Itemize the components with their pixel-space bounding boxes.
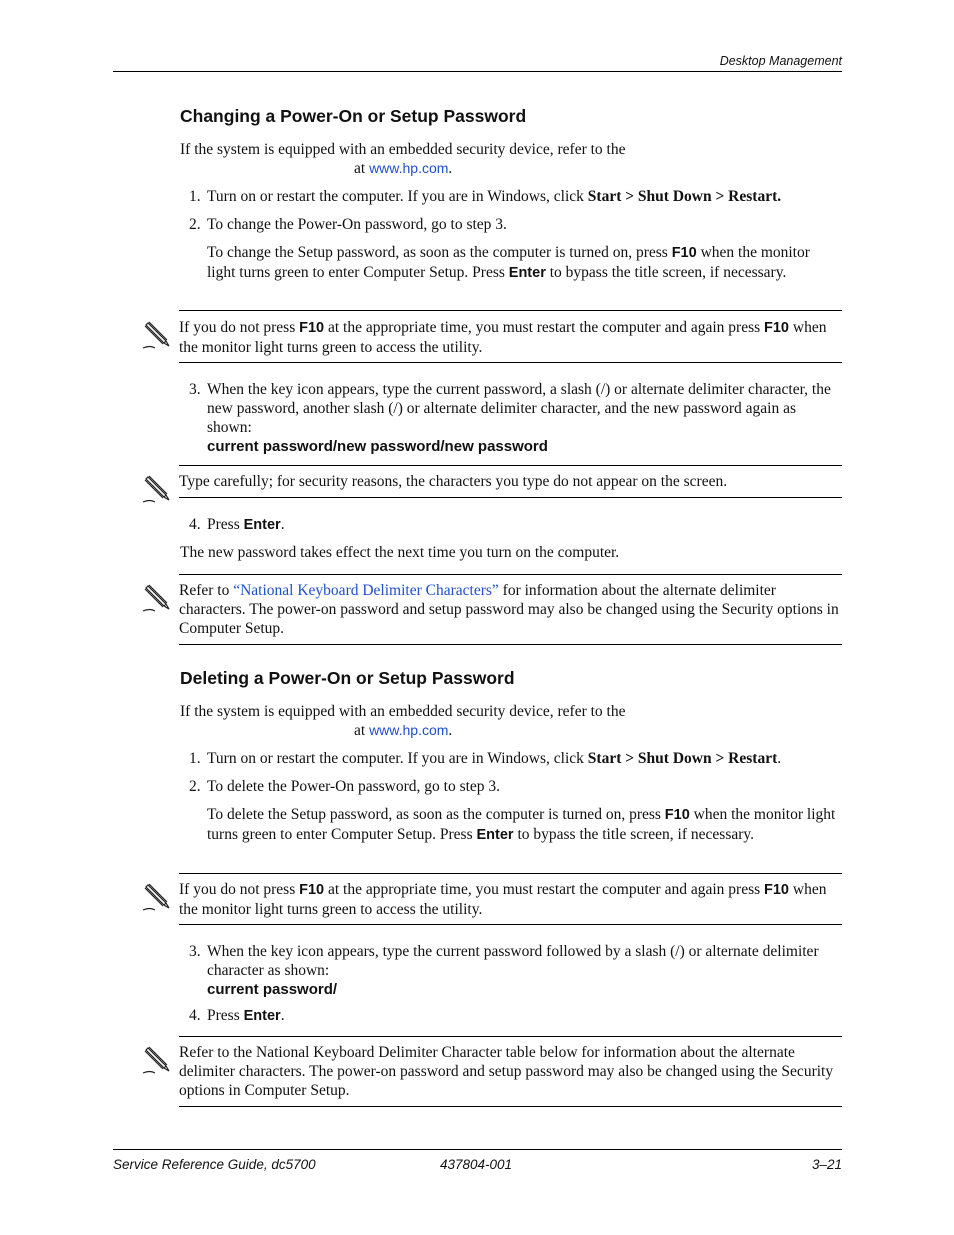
key-f10: F10 [764, 320, 790, 336]
key-enter: Enter [243, 517, 281, 533]
note-rule [179, 1106, 842, 1107]
delimiter-characters-link[interactable]: “National Keyboard Delimiter Characters” [233, 582, 499, 599]
key-enter: Enter [243, 1008, 281, 1024]
deleting-hp-link[interactable]: www.hp.com [369, 722, 449, 738]
key-f10: F10 [764, 882, 790, 898]
note-rule [179, 497, 842, 498]
note-rule [179, 465, 842, 466]
note-rule [179, 924, 842, 925]
note-rule [179, 644, 842, 645]
changing-hp-link[interactable]: www.hp.com [369, 160, 449, 176]
note-rule [179, 362, 842, 363]
password-format: current password/ [207, 981, 338, 998]
changing-note-f10: If you do not press F10 at the appropriate time, you must restart the computer and again press F10 when the monitor light turns green to access the utility. [179, 319, 827, 356]
changing-note-delimiter: Refer to “National Keyboard Delimiter Characters” for information about the alternate delimiter characters. The power-on password and setup password may also be changed using the Security options in Computer Setup. [179, 582, 839, 637]
section-heading-deleting: Deleting a Power-On or Setup Password [180, 668, 515, 688]
changing-note-type-carefully: Type carefully; for security reasons, the characters you type do not appear on the screen. [179, 473, 728, 490]
footer-part-number: 437804-001 [440, 1157, 513, 1172]
section-heading-changing: Changing a Power-On or Setup Password [180, 106, 527, 126]
note-pencil-icon [140, 1043, 174, 1077]
key-f10: F10 [671, 245, 697, 261]
changing-intro: If the system is equipped with an embedded security device, refer to the at www.hp.com. [180, 141, 626, 177]
changing-intro-at: at [354, 160, 370, 177]
key-enter: Enter [476, 827, 514, 843]
footer-guide-title: Service Reference Guide, dc5700 [113, 1157, 316, 1172]
running-header: Desktop Management [719, 54, 842, 68]
note-pencil-icon [140, 581, 174, 615]
changing-step-2-detail: To change the Setup password, as soon as the computer is turned on, press F10 when the monitor light turns green to enter Computer Setup. Press Enter to bypass the title screen, if necessary. [207, 244, 810, 281]
key-enter: Enter [508, 265, 546, 281]
changing-intro-text: If the system is equipped with an embedded security device, refer to the [180, 141, 626, 158]
note-pencil-icon [140, 880, 174, 914]
note-rule [179, 873, 842, 874]
changing-result: The new password takes effect the next time you turn on the computer. [180, 544, 620, 561]
note-rule [179, 1036, 842, 1037]
key-f10: F10 [299, 882, 325, 898]
deleting-step-2-detail: To delete the Setup password, as soon as the computer is turned on, press F10 when the monitor light turns green to enter Computer Setup. Press Enter to bypass the title screen, if necessary. [207, 806, 836, 843]
note-rule [179, 574, 842, 575]
note-pencil-icon [140, 318, 174, 352]
deleting-note-f10: If you do not press F10 at the appropriate time, you must restart the computer and again press F10 when the monitor light turns green to access the utility. [179, 881, 827, 918]
header-rule [113, 71, 842, 72]
deleting-note-delimiter: Refer to the National Keyboard Delimiter Character table below for information about the alternate delimiter characters. The power-on password and setup password may also be changed using the Security options in Computer Setup. [179, 1044, 834, 1099]
note-pencil-icon [140, 472, 174, 506]
deleting-intro: If the system is equipped with an embedded security device, refer to the at www.hp.com. [180, 703, 626, 739]
note-rule [179, 310, 842, 311]
key-f10: F10 [664, 807, 690, 823]
key-f10: F10 [299, 320, 325, 336]
footer-rule [113, 1149, 842, 1150]
footer-page-number: 3–21 [811, 1157, 842, 1172]
password-format: current password/new password/new password [207, 438, 548, 455]
